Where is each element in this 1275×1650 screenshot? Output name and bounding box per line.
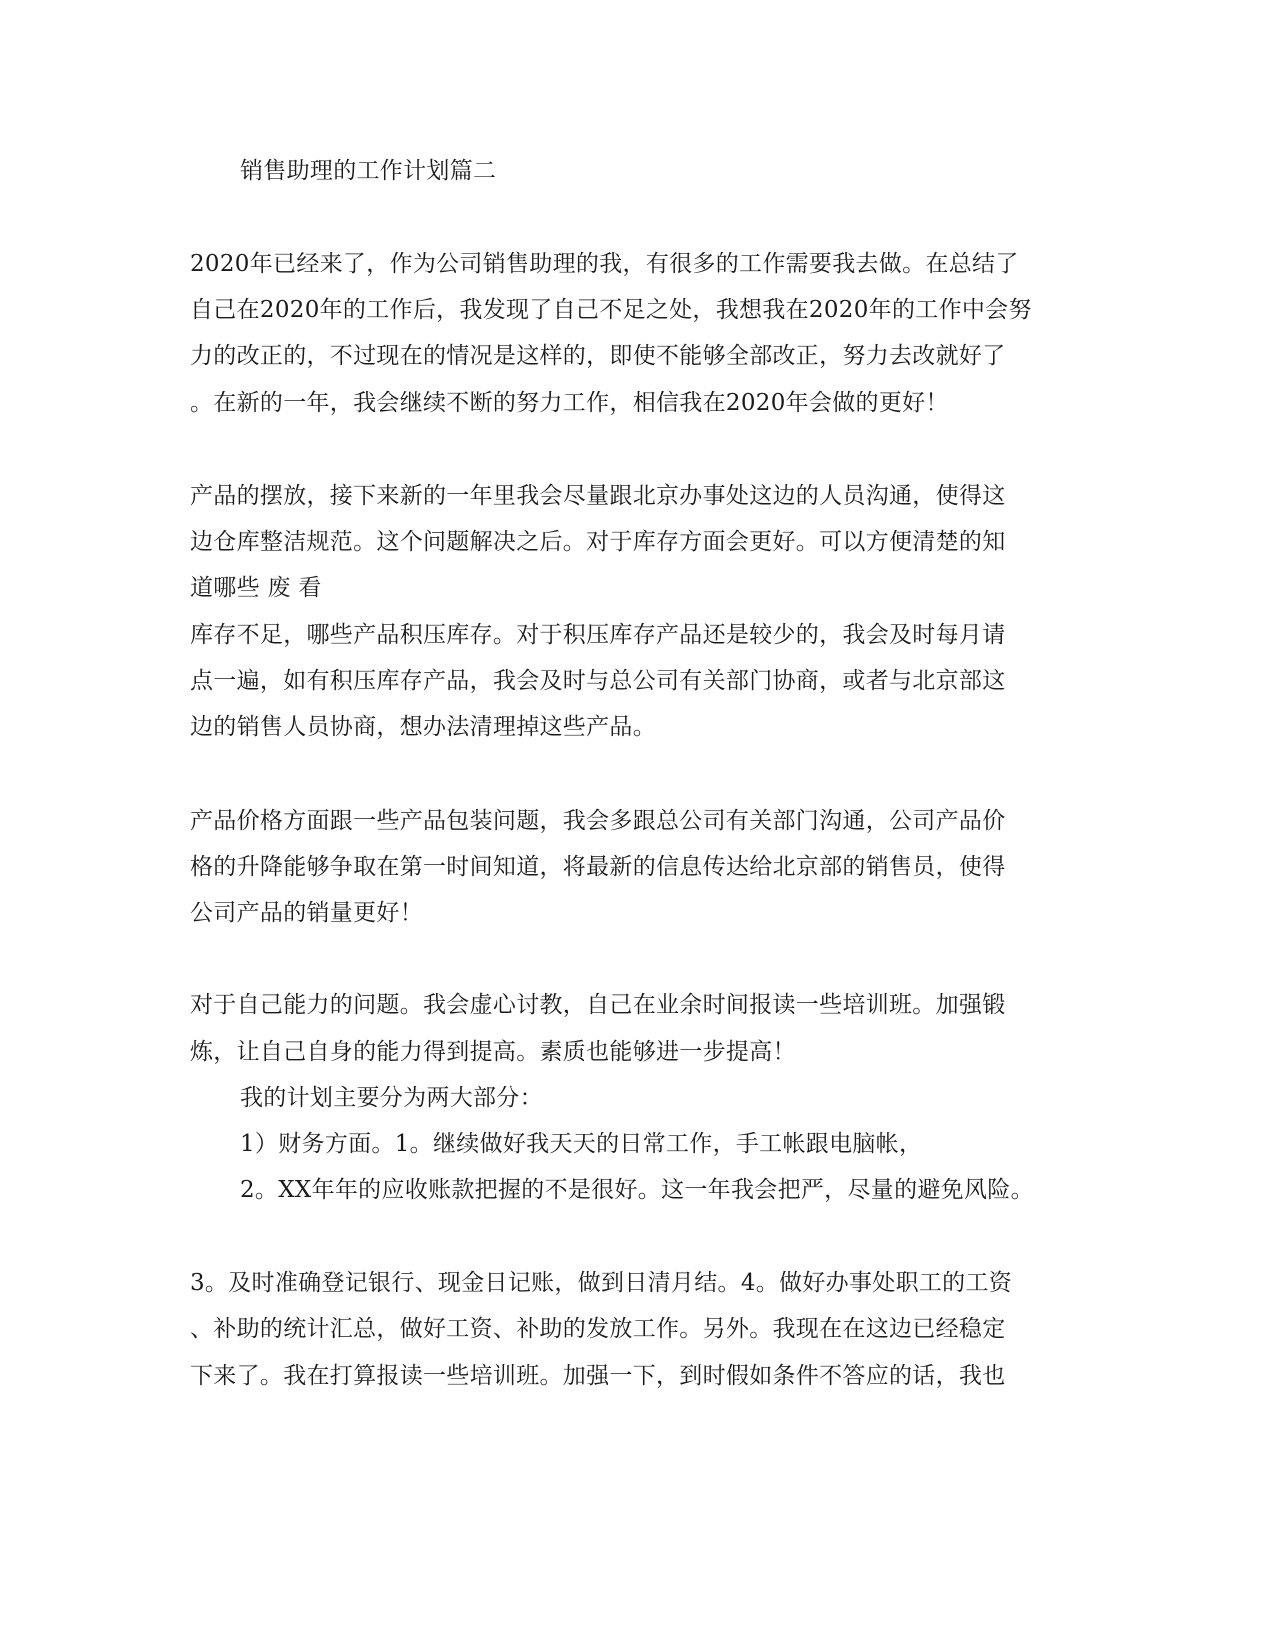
plan-intro: 我的计划主要分为两大部分： [240,1085,543,1111]
plan-item-1: 1）财务方面。1。继续做好我天天的日常工作，手工帐跟电脑帐， [240,1131,923,1157]
document-title: 销售助理的工作计划篇二 [240,158,497,184]
text-line: 产品的摆放，接下来新的一年里我会尽量跟北京办事处这边的人员沟通，使得这 [190,483,1006,509]
text-line: 边仓库整洁规范。这个问题解决之后。对于库存方面会更好。可以方便清楚的知 [190,529,1006,555]
text-line: 。在新的一年，我会继续不断的努力工作，相信我在2020年会做的更好！ [190,390,949,416]
text-line: 道哪些 废 看 [190,575,322,601]
text-line: 自己在2020年的工作后，我发现了自己不足之处，我想我在2020年的工作中会努 [190,297,1032,323]
text-line: 2020年已经来了，作为公司销售助理的我，有很多的工作需要我去做。在总结了 [190,251,1019,277]
text-line: 对于自己能力的问题。我会虚心讨教，自己在业余时间报读一些培训班。加强锻 [190,992,1006,1018]
text-line: 边的销售人员协商，想办法清理掉这些产品。 [190,714,656,740]
text-line: 力的改正的，不过现在的情况是这样的，即使不能够全部改正，努力去改就好了 [190,343,1006,369]
text-line: 炼，让自己自身的能力得到提高。素质也能够进一步提高！ [190,1039,796,1065]
text-line: 公司产品的销量更好！ [190,900,423,926]
text-line: 产品价格方面跟一些产品包装问题，我会多跟总公司有关部门沟通，公司产品价 [190,808,1006,834]
text-line: 3。及时准确登记银行、现金日记账，做到日清月结。4。做好办事处职工的工资 [190,1270,1013,1296]
text-line: 格的升降能够争取在第一时间知道，将最新的信息传达给北京部的销售员，使得 [190,854,1006,880]
text-line: 下来了。我在打算报读一些培训班。加强一下，到时假如条件不答应的话，我也 [190,1363,1006,1389]
text-line: 点一遍，如有积压库存产品，我会及时与总公司有关部门协商，或者与北京部这 [190,668,1006,694]
text-line: 库存不足，哪些产品积压库存。对于积压库存产品还是较少的，我会及时每月请 [190,622,1006,648]
text-line: 、补助的统计汇总，做好工资、补助的发放工作。另外。我现在在这边已经稳定 [190,1316,1006,1342]
plan-item-2: 2。XX年年的应收账款把握的不是很好。这一年我会把严，尽量的避免风险。 [240,1177,1034,1203]
